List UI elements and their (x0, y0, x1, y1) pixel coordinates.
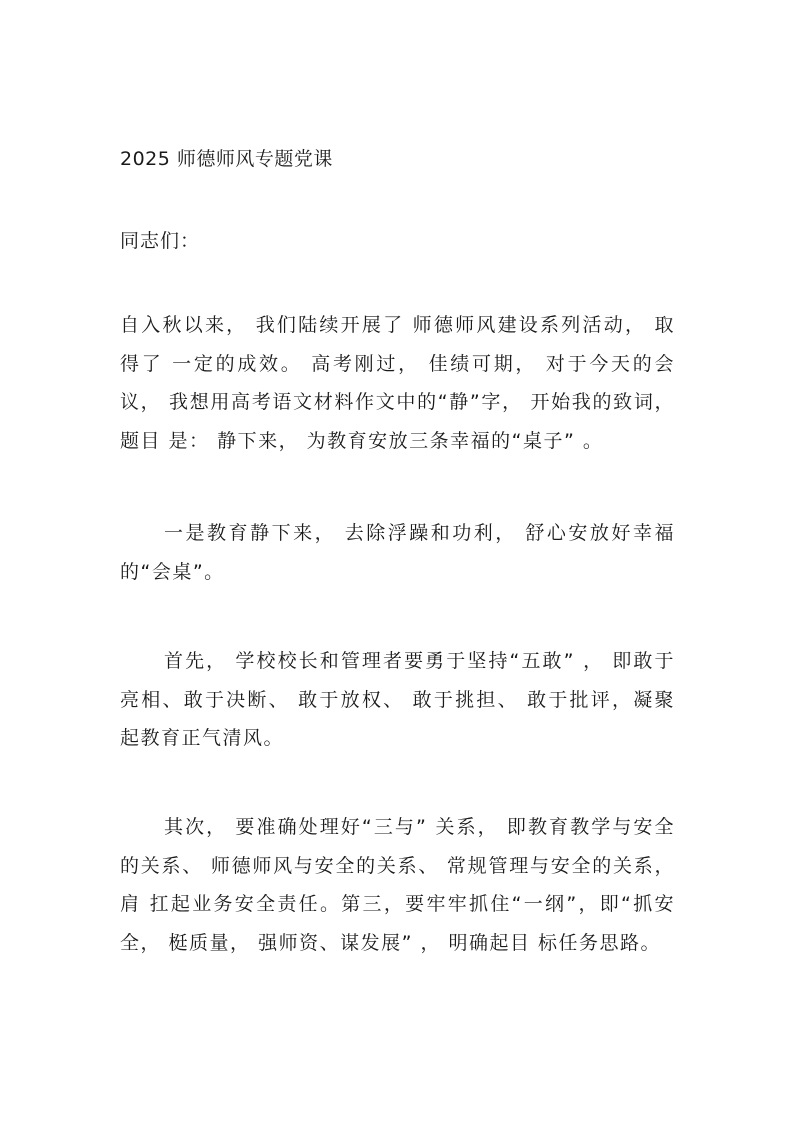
paragraph-first-point: 一是教育静下来， 去除浮躁和功利， 舒心安放好幸福的“会桌”。 (120, 522, 675, 583)
paragraph-firstly: 首先， 学校校长和管理者要勇于坚持“五敢” ， 即敢于亮相、敢于决断、 敢于放权、 敢于挑担、 敢于批评，凝聚起教育正气清风。 (120, 650, 675, 749)
salutation: 同志们： (120, 230, 201, 252)
document-title: 2025 师德师风专题党课 (120, 148, 333, 170)
paragraph-intro: 自入秋以来， 我们陆续开展了 师德师风建设系列活动， 取得了 一定的成效。 高考刚过， 佳绩可期， 对于今天的会议， 我想用高考语文材料作文中的“静”字， 开始我的致词，题目 是： 静下来， 为教育安放三条幸福的“桌子” 。 (120, 314, 675, 452)
paragraph-secondly: 其次， 要准确处理好“三与” 关系， 即教育教学与安全的关系、 师德师风与安全的关系、 常规管理与安全的关系，肩 扛起业务安全责任。第三，要牢牢抓住“一纲”，即“抓安全， 梃质量， 强师资、谋发展” ， 明确起目 标任务思路。 (120, 816, 675, 954)
